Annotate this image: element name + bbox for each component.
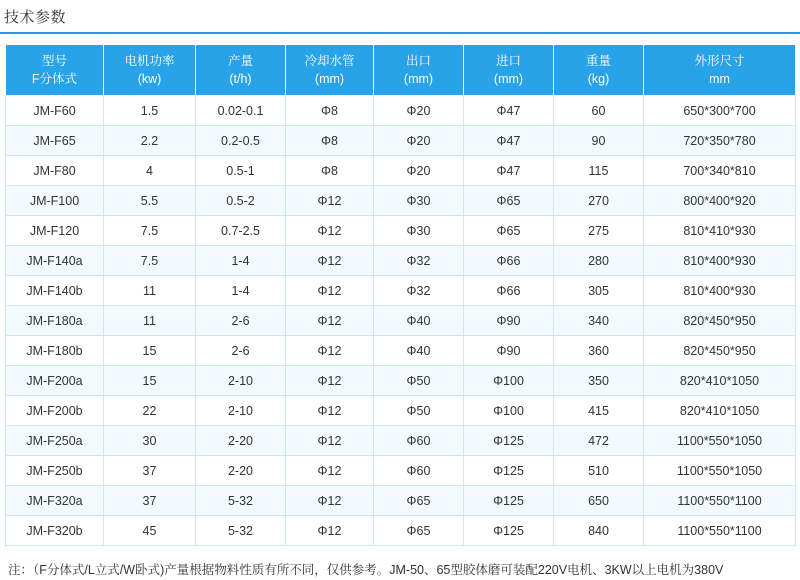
column-header-inlet (464, 45, 554, 96)
cell-cooling-pipe: Φ12 (286, 306, 374, 336)
cell-dimensions: 1100*550*1050 (644, 426, 796, 456)
table-header-row (6, 45, 796, 96)
cell-inlet: Φ47 (464, 156, 554, 186)
cell-capacity: 0.7-2.5 (196, 216, 286, 246)
table-row (6, 246, 796, 276)
cell-outlet: Φ40 (374, 336, 464, 366)
cell-outlet: Φ60 (374, 426, 464, 456)
cell-capacity: 1-4 (196, 246, 286, 276)
cell-capacity: 5-32 (196, 486, 286, 516)
cell-weight: 115 (554, 156, 644, 186)
cell-dimensions: 800*400*920 (644, 186, 796, 216)
cell-dimensions: 820*450*950 (644, 306, 796, 336)
cell-model: JM-F200a (6, 366, 104, 396)
column-header-line1: 外形尺寸 (694, 54, 745, 68)
cell-weight: 650 (554, 486, 644, 516)
table-row (6, 516, 796, 546)
cell-weight: 340 (554, 306, 644, 336)
table-row (6, 396, 796, 426)
cell-model: JM-F60 (6, 96, 104, 126)
cell-power: 5.5 (104, 186, 196, 216)
cell-inlet: Φ125 (464, 486, 554, 516)
specification-table (5, 44, 796, 546)
cell-capacity: 5-32 (196, 516, 286, 546)
cell-power: 4 (104, 156, 196, 186)
table-row (6, 96, 796, 126)
table-row (6, 306, 796, 336)
cell-cooling-pipe: Φ12 (286, 396, 374, 426)
cell-inlet: Φ47 (464, 96, 554, 126)
cell-power: 37 (104, 486, 196, 516)
cell-capacity: 2-6 (196, 336, 286, 366)
cell-cooling-pipe: Φ12 (286, 486, 374, 516)
column-header-line2: (kg) (587, 72, 610, 87)
cell-power: 37 (104, 456, 196, 486)
table-row (6, 336, 796, 366)
column-header-outlet (374, 45, 464, 96)
cell-inlet: Φ125 (464, 516, 554, 546)
cell-weight: 90 (554, 126, 644, 156)
column-header-capacity (196, 45, 286, 96)
cell-weight: 60 (554, 96, 644, 126)
cell-weight: 305 (554, 276, 644, 306)
cell-power: 22 (104, 396, 196, 426)
table-body (6, 96, 796, 546)
cell-capacity: 2-10 (196, 366, 286, 396)
cell-inlet: Φ47 (464, 126, 554, 156)
cell-dimensions: 810*410*930 (644, 216, 796, 246)
table-row (6, 216, 796, 246)
cell-power: 45 (104, 516, 196, 546)
cell-weight: 415 (554, 396, 644, 426)
column-header-model (6, 45, 104, 96)
cell-model: JM-F65 (6, 126, 104, 156)
cell-cooling-pipe: Φ8 (286, 96, 374, 126)
cell-capacity: 2-20 (196, 456, 286, 486)
table-row (6, 156, 796, 186)
cell-capacity: 2-20 (196, 426, 286, 456)
cell-power: 30 (104, 426, 196, 456)
cell-power: 1.5 (104, 96, 196, 126)
cell-dimensions: 810*400*930 (644, 276, 796, 306)
cell-power: 15 (104, 366, 196, 396)
cell-weight: 472 (554, 426, 644, 456)
cell-model: JM-F180a (6, 306, 104, 336)
cell-power: 11 (104, 306, 196, 336)
cell-power: 11 (104, 276, 196, 306)
cell-dimensions: 720*350*780 (644, 126, 796, 156)
cell-model: JM-F320b (6, 516, 104, 546)
cell-cooling-pipe: Φ12 (286, 246, 374, 276)
cell-inlet: Φ65 (464, 186, 554, 216)
cell-cooling-pipe: Φ12 (286, 276, 374, 306)
cell-outlet: Φ65 (374, 486, 464, 516)
cell-cooling-pipe: Φ12 (286, 456, 374, 486)
cell-cooling-pipe: Φ12 (286, 366, 374, 396)
cell-weight: 510 (554, 456, 644, 486)
cell-dimensions: 700*340*810 (644, 156, 796, 186)
cell-cooling-pipe: Φ12 (286, 336, 374, 366)
cell-inlet: Φ66 (464, 246, 554, 276)
cell-cooling-pipe: Φ12 (286, 516, 374, 546)
column-header-line1: 进口 (495, 54, 521, 68)
cell-outlet: Φ40 (374, 306, 464, 336)
table-footnote: 注：（F分体式/L立式/W卧式)产量根据物料性质有所不同，仅供参考。JM-50、65型胶体磨可装配220V电机、3KW以上电机为380V (8, 563, 724, 578)
cell-power: 15 (104, 336, 196, 366)
cell-outlet: Φ30 (374, 216, 464, 246)
cell-outlet: Φ32 (374, 246, 464, 276)
cell-model: JM-F250b (6, 456, 104, 486)
table-row (6, 186, 796, 216)
cell-weight: 360 (554, 336, 644, 366)
cell-dimensions: 820*450*950 (644, 336, 796, 366)
cell-inlet: Φ66 (464, 276, 554, 306)
cell-inlet: Φ65 (464, 216, 554, 246)
cell-outlet: Φ32 (374, 276, 464, 306)
column-header-line2: mm (709, 72, 730, 87)
cell-capacity: 0.02-0.1 (196, 96, 286, 126)
cell-capacity: 2-10 (196, 396, 286, 426)
cell-dimensions: 810*400*930 (644, 246, 796, 276)
cell-weight: 840 (554, 516, 644, 546)
table-header (6, 45, 796, 96)
cell-cooling-pipe: Φ8 (286, 126, 374, 156)
column-header-line1: 型号 (41, 54, 67, 68)
cell-weight: 270 (554, 186, 644, 216)
table-row (6, 456, 796, 486)
cell-dimensions: 820*410*1050 (644, 366, 796, 396)
cell-outlet: Φ60 (374, 456, 464, 486)
cell-outlet: Φ20 (374, 96, 464, 126)
cell-outlet: Φ50 (374, 366, 464, 396)
title-divider (0, 32, 800, 34)
column-header-line2: (mm) (314, 72, 345, 87)
cell-dimensions: 1100*550*1100 (644, 516, 796, 546)
column-header-weight (554, 45, 644, 96)
cell-inlet: Φ125 (464, 426, 554, 456)
cell-dimensions: 1100*550*1050 (644, 456, 796, 486)
cell-capacity: 2-6 (196, 306, 286, 336)
cell-model: JM-F250a (6, 426, 104, 456)
column-header-cooling-pipe (286, 45, 374, 96)
column-header-line1: 出口 (405, 54, 431, 68)
page-title: 技术参数 (4, 9, 67, 26)
table-row (6, 366, 796, 396)
cell-cooling-pipe: Φ8 (286, 156, 374, 186)
cell-weight: 280 (554, 246, 644, 276)
cell-cooling-pipe: Φ12 (286, 186, 374, 216)
column-header-line2: (mm) (493, 72, 524, 87)
column-header-line1: 冷却水管 (304, 54, 355, 68)
cell-inlet: Φ90 (464, 336, 554, 366)
cell-inlet: Φ100 (464, 366, 554, 396)
cell-model: JM-F120 (6, 216, 104, 246)
column-header-line1: 重量 (585, 54, 611, 68)
cell-outlet: Φ30 (374, 186, 464, 216)
cell-inlet: Φ90 (464, 306, 554, 336)
cell-power: 2.2 (104, 126, 196, 156)
column-header-line2: (t/h) (229, 72, 252, 87)
cell-power: 7.5 (104, 216, 196, 246)
column-header-line2: (mm) (403, 72, 434, 87)
table-row (6, 426, 796, 456)
column-header-line2: (kw) (137, 72, 162, 87)
cell-capacity: 0.5-1 (196, 156, 286, 186)
cell-dimensions: 1100*550*1100 (644, 486, 796, 516)
table-row (6, 486, 796, 516)
cell-model: JM-F140b (6, 276, 104, 306)
cell-inlet: Φ100 (464, 396, 554, 426)
cell-model: JM-F200b (6, 396, 104, 426)
column-header-line2: F分体式 (31, 72, 78, 87)
cell-model: JM-F140a (6, 246, 104, 276)
cell-capacity: 0.5-2 (196, 186, 286, 216)
cell-inlet: Φ125 (464, 456, 554, 486)
cell-dimensions: 650*300*700 (644, 96, 796, 126)
cell-model: JM-F100 (6, 186, 104, 216)
cell-outlet: Φ20 (374, 126, 464, 156)
cell-cooling-pipe: Φ12 (286, 426, 374, 456)
table-row (6, 126, 796, 156)
cell-model: JM-F80 (6, 156, 104, 186)
cell-outlet: Φ20 (374, 156, 464, 186)
column-header-line1: 电机功率 (124, 54, 175, 68)
column-header-dimensions (644, 45, 796, 96)
cell-cooling-pipe: Φ12 (286, 216, 374, 246)
cell-outlet: Φ50 (374, 396, 464, 426)
column-header-power (104, 45, 196, 96)
cell-capacity: 0.2-0.5 (196, 126, 286, 156)
cell-power: 7.5 (104, 246, 196, 276)
cell-outlet: Φ65 (374, 516, 464, 546)
cell-model: JM-F320a (6, 486, 104, 516)
cell-capacity: 1-4 (196, 276, 286, 306)
cell-weight: 350 (554, 366, 644, 396)
cell-model: JM-F180b (6, 336, 104, 366)
cell-dimensions: 820*410*1050 (644, 396, 796, 426)
column-header-line1: 产量 (227, 54, 253, 68)
cell-weight: 275 (554, 216, 644, 246)
table-row (6, 276, 796, 306)
